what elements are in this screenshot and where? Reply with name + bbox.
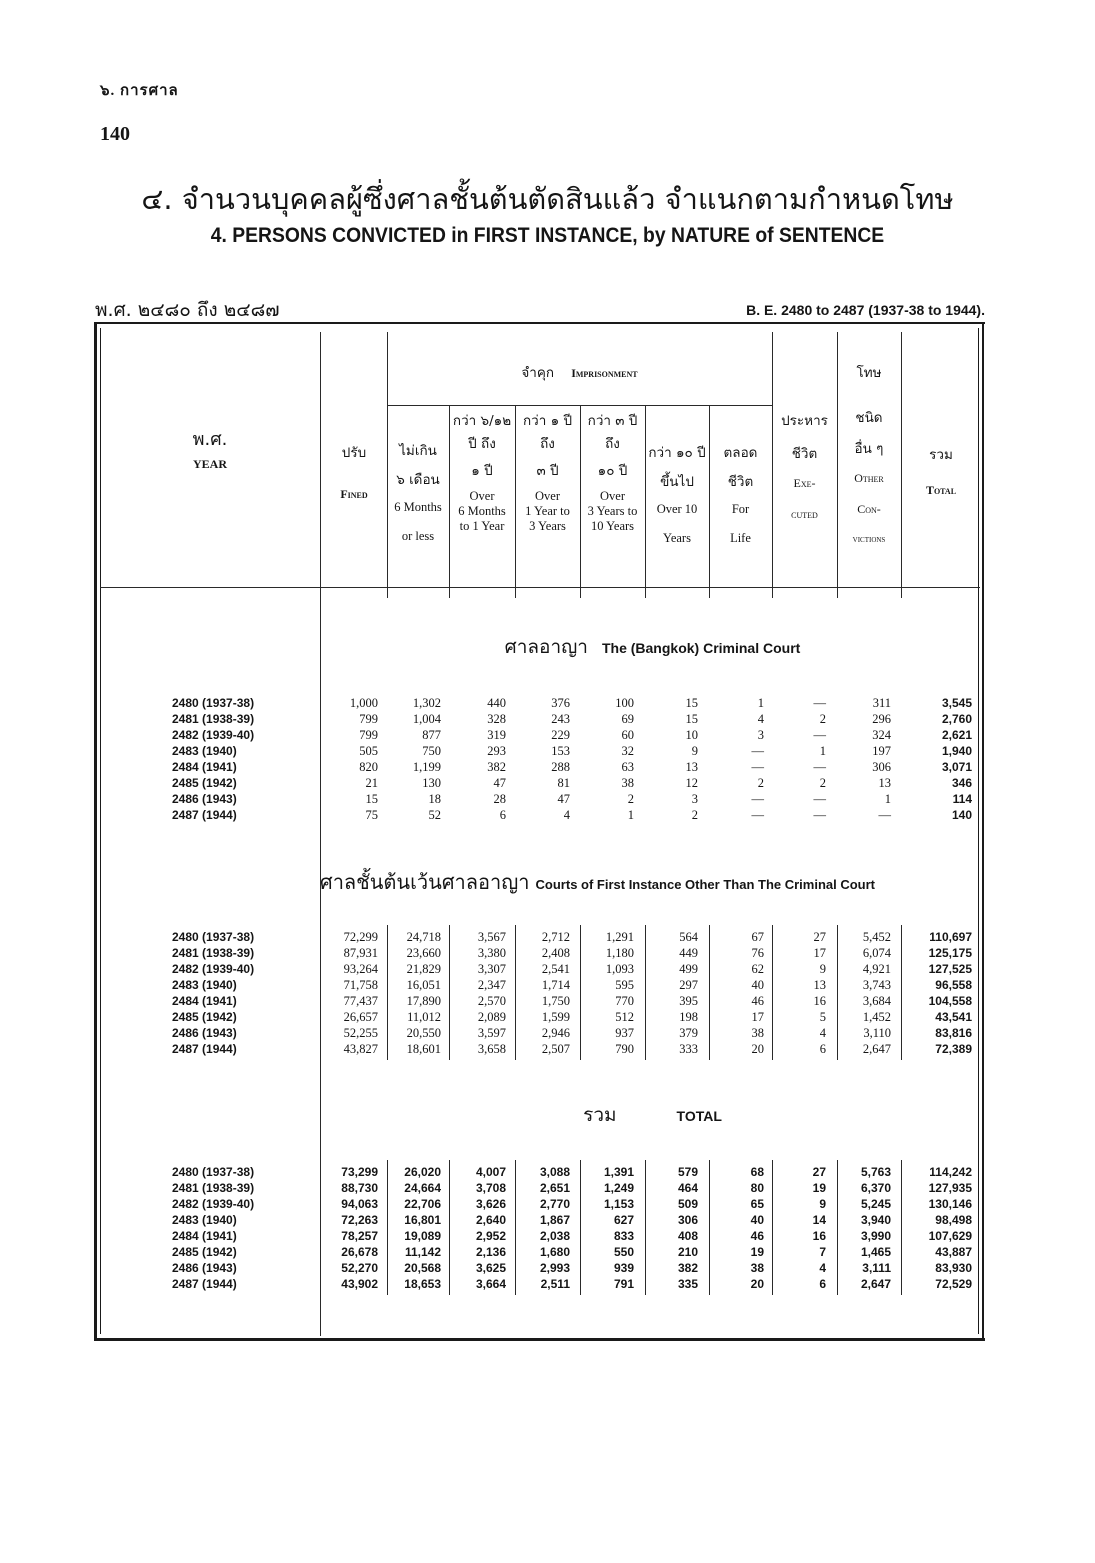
table-cell-fined: 88,730: [341, 1181, 378, 1195]
year-label: 2485 (1942): [172, 1010, 237, 1024]
table-cell-imp-life: 80: [750, 1181, 764, 1195]
period-english: B. E. 2480 to 2487 (1937-38 to 1944).: [746, 302, 985, 318]
table-cell-total: 110,697: [929, 930, 972, 944]
table-cell-imp-3y: 243: [551, 712, 570, 726]
table-cell-total: 83,930: [935, 1261, 972, 1275]
table-cell-total: 346: [951, 776, 972, 790]
table-cell-executed: 7: [819, 1245, 826, 1259]
table-cell-executed: 2: [819, 712, 826, 726]
table-cell-imp-life: 3: [757, 728, 764, 742]
table-cell-other: 5,452: [862, 930, 891, 944]
table-cell-imp-1y: 2,640: [475, 1213, 506, 1227]
table-cell-imp-6m: 11,012: [407, 1010, 441, 1024]
table-cell-imp-6m: 1,302: [412, 696, 441, 710]
year-label: 2481 (1938-39): [172, 712, 255, 726]
table-cell-imp-over10: 306: [677, 1213, 698, 1227]
year-label: 2485 (1942): [172, 776, 237, 790]
table-cell-imp-1y: 2,570: [477, 994, 506, 1008]
table-cell-fined: 799: [359, 728, 378, 742]
table-cell-imp-life: 46: [751, 994, 764, 1008]
table-cell-total: 130,146: [928, 1197, 972, 1211]
table-cell-total: 83,816: [935, 1026, 972, 1040]
table-cell-total: 104,558: [928, 994, 972, 1008]
table-cell-imp-10y: 63: [621, 760, 634, 774]
table-cell-other: 1,465: [860, 1245, 891, 1259]
table-cell-total: 114: [952, 792, 972, 806]
table-cell-executed: 5: [819, 1010, 826, 1024]
table-cell-fined: 52,270: [341, 1261, 378, 1275]
table-cell-fined: 52,255: [343, 1026, 378, 1040]
year-label: 2483 (1940): [172, 1213, 237, 1227]
table-cell-imp-3y: 2,408: [541, 946, 570, 960]
table-cell-imp-6m: 22,706: [404, 1197, 441, 1211]
table-cell-total: 98,498: [935, 1213, 972, 1227]
table-cell-imp-over10: 198: [679, 1010, 698, 1024]
table-cell-imp-over10: 464: [677, 1181, 698, 1195]
table-cell-other: 306: [872, 760, 891, 774]
table-cell-imp-3y: 1,599: [541, 1010, 570, 1024]
table-cell-other: 2,647: [862, 1042, 891, 1056]
year-label: 2482 (1939-40): [172, 1197, 255, 1211]
year-label: 2482 (1939-40): [172, 728, 255, 742]
table-cell-imp-1y: 440: [487, 696, 506, 710]
table-cell-imp-6m: 20,550: [406, 1026, 441, 1040]
table-cell-imp-1y: 2,347: [477, 978, 506, 992]
table-cell-imp-10y: 770: [615, 994, 634, 1008]
table-cell-imp-1y: 328: [487, 712, 506, 726]
table-cell-imp-over10: 15: [685, 696, 698, 710]
table-cell-total: 1,940: [941, 744, 972, 758]
table-cell-imp-1y: 2,136: [475, 1245, 506, 1259]
year-label: 2486 (1943): [172, 1261, 237, 1275]
table-cell-imp-10y: 38: [621, 776, 634, 790]
table-cell-imp-over10: 509: [677, 1197, 698, 1211]
table-cell-imp-over10: 564: [679, 930, 698, 944]
table-cell-executed: 6: [819, 1042, 826, 1056]
table-cell-imp-3y: 288: [551, 760, 570, 774]
year-label: 2483 (1940): [172, 744, 237, 758]
table-cell-total: 3,071: [941, 760, 972, 774]
table-cell-imp-1y: 293: [487, 744, 506, 758]
table-cell-imp-10y: 100: [615, 696, 634, 710]
table-cell-executed: 14: [812, 1213, 826, 1227]
table-cell-total: 2,760: [941, 712, 972, 726]
table-cell-executed: 9: [819, 962, 826, 976]
table-cell-fined: 26,678: [341, 1245, 378, 1259]
table-cell-imp-life: 19: [750, 1245, 764, 1259]
table-cell-executed: —: [813, 760, 826, 774]
table-cell-imp-6m: 16,801: [404, 1213, 441, 1227]
year-label: 2484 (1941): [172, 994, 237, 1008]
header-executed: ประหาร ชีวิต Exe- cuted: [781, 413, 828, 521]
table-cell-executed: 4: [819, 1261, 826, 1275]
year-label: 2484 (1941): [172, 1229, 237, 1243]
table-cell-imp-3y: 81: [557, 776, 570, 790]
table-cell-fined: 1,000: [349, 696, 378, 710]
table-cell-executed: 13: [813, 978, 826, 992]
table-cell-fined: 26,657: [343, 1010, 378, 1024]
table-cell-imp-1y: 3,625: [475, 1261, 506, 1275]
table-cell-imp-1y: 382: [487, 760, 506, 774]
table-cell-imp-3y: 3,088: [539, 1165, 570, 1179]
table-cell-imp-1y: 3,597: [477, 1026, 506, 1040]
table-cell-imp-10y: 1,391: [603, 1165, 634, 1179]
year-label: 2485 (1942): [172, 1245, 237, 1259]
table-cell-imp-life: 38: [751, 1026, 764, 1040]
table-cell-imp-life: 40: [751, 978, 764, 992]
table-cell-imp-1y: 47: [493, 776, 506, 790]
table-cell-total: 3,545: [941, 696, 972, 710]
table-cell-other: 296: [872, 712, 891, 726]
table-cell-other: 324: [872, 728, 891, 742]
header-imp-over-10: กว่า ๑๐ ปี ขึ้นไป Over 10 Years: [648, 445, 706, 545]
table-cell-fined: 78,257: [341, 1229, 378, 1243]
table-cell-executed: —: [813, 792, 826, 806]
table-cell-imp-over10: 10: [685, 728, 698, 742]
table-cell-imp-3y: 47: [557, 792, 570, 806]
table-cell-imp-6m: 877: [422, 728, 441, 742]
table-cell-imp-life: 40: [750, 1213, 764, 1227]
table-cell-fined: 77,437: [343, 994, 378, 1008]
table-cell-executed: —: [813, 696, 826, 710]
table-cell-fined: 87,931: [343, 946, 378, 960]
year-label: 2487 (1944): [172, 1042, 237, 1056]
table-cell-imp-over10: 297: [679, 978, 698, 992]
table-cell-imp-life: 20: [751, 1042, 764, 1056]
table-cell-imp-3y: 2,712: [541, 930, 570, 944]
table-cell-other: 4,921: [862, 962, 891, 976]
table-title-english: 4. PERSONS CONVICTED in FIRST INSTANCE, by NATURE of SENTENCE: [210, 224, 885, 247]
table-cell-imp-over10: 379: [679, 1026, 698, 1040]
table-cell-imp-6m: 24,718: [406, 930, 441, 944]
table-cell-imp-over10: 335: [677, 1277, 698, 1291]
table-cell-total: 72,389: [935, 1042, 972, 1056]
table-cell-imp-1y: 3,658: [477, 1042, 506, 1056]
table-cell-fined: 21: [365, 776, 378, 790]
table-cell-total: 72,529: [935, 1277, 972, 1291]
table-cell-imp-over10: 449: [679, 946, 698, 960]
year-label: 2480 (1937-38): [172, 696, 255, 710]
table-cell-imp-10y: 1,153: [603, 1197, 634, 1211]
table-cell-imp-over10: 382: [677, 1261, 698, 1275]
year-label: 2484 (1941): [172, 760, 237, 774]
table-cell-total: 127,935: [928, 1181, 972, 1195]
table-cell-imp-life: 76: [751, 946, 764, 960]
table-cell-imp-1y: 6: [499, 808, 506, 822]
table-cell-imp-3y: 1,714: [541, 978, 570, 992]
table-cell-executed: —: [813, 728, 826, 742]
table-title-thai: ๔. จำนวนบุคคลผู้ซึ่งศาลชั้นต้นตัดสินแล้ว จำแนกตามกำหนดโทษ: [141, 182, 954, 216]
table-cell-imp-6m: 52: [428, 808, 441, 822]
table-cell-imp-6m: 26,020: [404, 1165, 441, 1179]
table-cell-imp-3y: 1,680: [539, 1245, 570, 1259]
table-cell-imp-6m: 16,051: [406, 978, 441, 992]
header-year: พ.ศ. YEAR: [192, 429, 228, 471]
table-cell-imp-1y: 319: [487, 728, 506, 742]
table-cell-imp-over10: 395: [679, 994, 698, 1008]
header-bottom-rule: [100, 587, 980, 588]
page-number: 140: [100, 123, 130, 145]
table-cell-imp-10y: 1: [627, 808, 634, 822]
table-cell-imp-life: —: [751, 744, 764, 758]
table-cell-imp-1y: 3,664: [475, 1277, 506, 1291]
table-cell-imp-10y: 790: [615, 1042, 634, 1056]
table-cell-imp-over10: 9: [691, 744, 698, 758]
table-cell-imp-over10: 579: [677, 1165, 698, 1179]
table-cell-imp-life: 65: [750, 1197, 764, 1211]
header-imp-1-year: กว่า ๖/๑๒ ปี ถึง ๑ ปี Over 6 Months to 1 Year: [452, 413, 512, 533]
table-cell-other: 3,684: [862, 994, 891, 1008]
header-imp-life: ตลอด ชีวิต For Life: [723, 445, 758, 545]
year-label: 2481 (1938-39): [172, 1181, 255, 1195]
table-cell-imp-10y: 1,180: [605, 946, 634, 960]
table-cell-imp-3y: 2,511: [540, 1277, 570, 1291]
table-cell-fined: 43,902: [341, 1277, 378, 1291]
header-imp-10-years: กว่า ๓ ปี ถึง ๑๐ ปี Over 3 Years to 10 Years: [587, 413, 638, 533]
table-cell-total: 2,621: [941, 728, 972, 742]
table-cell-total: 125,175: [928, 946, 972, 960]
year-label: 2483 (1940): [172, 978, 237, 992]
table-cell-other: —: [878, 808, 891, 822]
table-cell-executed: 19: [812, 1181, 826, 1195]
table-cell-imp-life: 46: [750, 1229, 764, 1243]
year-label: 2487 (1944): [172, 1277, 237, 1291]
table-cell-imp-6m: 130: [422, 776, 441, 790]
table-cell-fined: 94,063: [341, 1197, 378, 1211]
table-cell-imp-1y: 4,007: [475, 1165, 506, 1179]
table-cell-imp-life: 38: [750, 1261, 764, 1275]
table-cell-executed: 1: [819, 744, 826, 758]
table-cell-imp-1y: 3,567: [477, 930, 506, 944]
table-cell-fined: 75: [365, 808, 378, 822]
table-cell-executed: 2: [819, 776, 826, 790]
table-cell-fined: 15: [365, 792, 378, 806]
table-cell-executed: 6: [819, 1277, 826, 1291]
table-cell-imp-life: 4: [757, 712, 764, 726]
table-cell-executed: 17: [813, 946, 826, 960]
table-cell-imp-6m: 18,601: [406, 1042, 441, 1056]
table-cell-imp-over10: 15: [685, 712, 698, 726]
table-cell-executed: 27: [813, 930, 826, 944]
table-cell-imp-6m: 23,660: [406, 946, 441, 960]
table-cell-fined: 505: [359, 744, 378, 758]
table-cell-total: 114,242: [929, 1165, 972, 1179]
table-cell-imp-over10: 2: [691, 808, 698, 822]
table-cell-executed: 16: [813, 994, 826, 1008]
table-cell-other: 1,452: [862, 1010, 891, 1024]
table-cell-imp-3y: 4: [563, 808, 570, 822]
header-imprisonment: จำคุก Imprisonment: [521, 365, 638, 381]
table-cell-other: 1: [884, 792, 891, 806]
year-label: 2487 (1944): [172, 808, 237, 822]
table-cell-imp-10y: 512: [615, 1010, 634, 1024]
table-cell-imp-1y: 3,626: [475, 1197, 506, 1211]
table-cell-total: 140: [951, 808, 972, 822]
table-cell-imp-1y: 3,307: [477, 962, 506, 976]
table-cell-imp-1y: 2,089: [477, 1010, 506, 1024]
table-cell-other: 3,111: [862, 1261, 891, 1275]
group-title-other-courts: ศาลชั้นต้นเว้นศาลอาญา Courts of First Instance Other Than The Criminal Court: [320, 870, 876, 894]
table-cell-imp-1y: 3,380: [477, 946, 506, 960]
table-cell-other: 5,763: [860, 1165, 891, 1179]
table-cell-imp-6m: 18: [428, 792, 441, 806]
table-cell-imp-6m: 20,568: [404, 1261, 441, 1275]
table-cell-other: 6,370: [860, 1181, 891, 1195]
table-cell-imp-10y: 69: [621, 712, 634, 726]
header-other-convictions: โทษ ชนิด อื่น ๆ Other Con- victions: [852, 365, 886, 545]
table-cell-other: 311: [872, 696, 891, 710]
year-label: 2482 (1939-40): [172, 962, 255, 976]
header-imp-6-months: ไม่เกิน ๖ เดือน 6 Months or less: [394, 443, 442, 543]
table-cell-imp-10y: 1,093: [605, 962, 634, 976]
table-cell-imp-6m: 19,089: [404, 1229, 441, 1243]
table-cell-imp-life: 67: [751, 930, 764, 944]
year-label: 2486 (1943): [172, 1026, 237, 1040]
table-cell-executed: 16: [812, 1229, 826, 1243]
table-cell-imp-6m: 18,653: [404, 1277, 441, 1291]
table-cell-total: 127,525: [928, 962, 972, 976]
table-cell-fined: 72,263: [341, 1213, 378, 1227]
table-cell-imp-life: —: [751, 760, 764, 774]
table-cell-imp-over10: 210: [677, 1245, 698, 1259]
table-cell-imp-10y: 32: [621, 744, 634, 758]
table-cell-total: 107,629: [928, 1229, 972, 1243]
table-cell-imp-3y: 2,770: [539, 1197, 570, 1211]
table-cell-imp-10y: 1,291: [605, 930, 634, 944]
table-cell-imp-3y: 2,946: [541, 1026, 570, 1040]
table-cell-imp-3y: 1,867: [539, 1213, 570, 1227]
table-cell-imp-6m: 1,004: [412, 712, 441, 726]
table-cell-imp-10y: 2: [627, 792, 634, 806]
group-title-total: รวม TOTAL: [583, 1104, 722, 1126]
table-cell-imp-3y: 1,750: [541, 994, 570, 1008]
table-cell-imp-10y: 60: [621, 728, 634, 742]
table-cell-fined: 72,299: [343, 930, 378, 944]
table-cell-imp-10y: 791: [613, 1277, 634, 1291]
table-cell-imp-over10: 12: [685, 776, 698, 790]
table-cell-imp-3y: 2,993: [539, 1261, 570, 1275]
table-cell-fined: 820: [359, 760, 378, 774]
year-label: 2486 (1943): [172, 792, 237, 806]
table-cell-imp-10y: 550: [613, 1245, 634, 1259]
table-cell-imp-10y: 595: [615, 978, 634, 992]
table-cell-total: 43,887: [935, 1245, 972, 1259]
table-cell-imp-3y: 153: [551, 744, 570, 758]
header-total: รวม Total: [925, 447, 957, 497]
table-cell-other: 13: [878, 776, 891, 790]
table-cell-imp-over10: 408: [677, 1229, 698, 1243]
table-cell-imp-6m: 11,142: [404, 1245, 441, 1259]
section-label: ๖. การศาล: [100, 83, 179, 99]
table-cell-imp-life: 68: [750, 1165, 764, 1179]
table-cell-imp-10y: 939: [613, 1261, 634, 1275]
year-label: 2480 (1937-38): [172, 930, 255, 944]
table-cell-total: 43,541: [935, 1010, 972, 1024]
table-cell-other: 197: [872, 744, 891, 758]
table-cell-other: 3,110: [863, 1026, 891, 1040]
table-cell-imp-life: —: [751, 792, 764, 806]
table-cell-other: 3,940: [860, 1213, 891, 1227]
table-cell-total: 96,558: [935, 978, 972, 992]
table-cell-imp-life: 20: [750, 1277, 764, 1291]
table-cell-imp-10y: 833: [613, 1229, 634, 1243]
table-cell-imp-6m: 24,664: [404, 1181, 441, 1195]
table-cell-imp-life: 17: [751, 1010, 764, 1024]
table-cell-imp-6m: 21,829: [406, 962, 441, 976]
table-cell-other: 3,990: [860, 1229, 891, 1243]
table-cell-imp-over10: 13: [685, 760, 698, 774]
table-cell-imp-1y: 3,708: [475, 1181, 506, 1195]
table-cell-fined: 73,299: [341, 1165, 378, 1179]
table-cell-imp-6m: 750: [422, 744, 441, 758]
table-cell-imp-over10: 499: [679, 962, 698, 976]
table-cell-executed: —: [813, 808, 826, 822]
table-cell-executed: 27: [812, 1165, 826, 1179]
table-cell-fined: 43,827: [343, 1042, 378, 1056]
table-cell-other: 5,245: [860, 1197, 891, 1211]
table-cell-imp-3y: 2,507: [541, 1042, 570, 1056]
header-imp-3-years: กว่า ๑ ปี ถึง ๓ ปี Over 1 Year to 3 Years: [522, 413, 573, 533]
table-cell-fined: 93,264: [343, 962, 378, 976]
table-cell-imp-3y: 229: [551, 728, 570, 742]
table-cell-other: 3,743: [862, 978, 891, 992]
header-fined: ปรับ Fined: [340, 445, 368, 501]
table-cell-other: 6,074: [862, 946, 891, 960]
table-cell-imp-life: 62: [751, 962, 764, 976]
year-label: 2480 (1937-38): [172, 1165, 255, 1179]
table-cell-imp-over10: 333: [679, 1042, 698, 1056]
table-cell-imp-3y: 2,038: [539, 1229, 570, 1243]
table-cell-imp-3y: 2,651: [539, 1181, 570, 1195]
table-cell-imp-1y: 2,952: [475, 1229, 506, 1243]
table-cell-imp-life: 1: [757, 696, 764, 710]
period-thai: พ.ศ. ๒๔๘๐ ถึง ๒๔๘๗: [95, 299, 280, 321]
table-cell-imp-over10: 3: [691, 792, 698, 806]
table-cell-fined: 799: [359, 712, 378, 726]
year-label: 2481 (1938-39): [172, 946, 255, 960]
table-cell-imp-1y: 28: [493, 792, 506, 806]
table-cell-imp-6m: 17,890: [406, 994, 441, 1008]
table-cell-imp-life: —: [751, 808, 764, 822]
table-cell-executed: 9: [819, 1197, 826, 1211]
table-cell-fined: 71,758: [343, 978, 378, 992]
table-cell-imp-10y: 937: [615, 1026, 634, 1040]
table-cell-imp-10y: 1,249: [603, 1181, 634, 1195]
table-cell-imp-3y: 2,541: [541, 962, 570, 976]
table-cell-imp-life: 2: [757, 776, 764, 790]
table-cell-imp-3y: 376: [551, 696, 570, 710]
group-title-criminal-court: ศาลอาญา The (Bangkok) Criminal Court: [504, 636, 801, 658]
table-cell-imp-10y: 627: [613, 1213, 634, 1227]
table-cell-other: 2,647: [860, 1277, 891, 1291]
table-cell-imp-6m: 1,199: [412, 760, 441, 774]
table-cell-executed: 4: [819, 1026, 826, 1040]
